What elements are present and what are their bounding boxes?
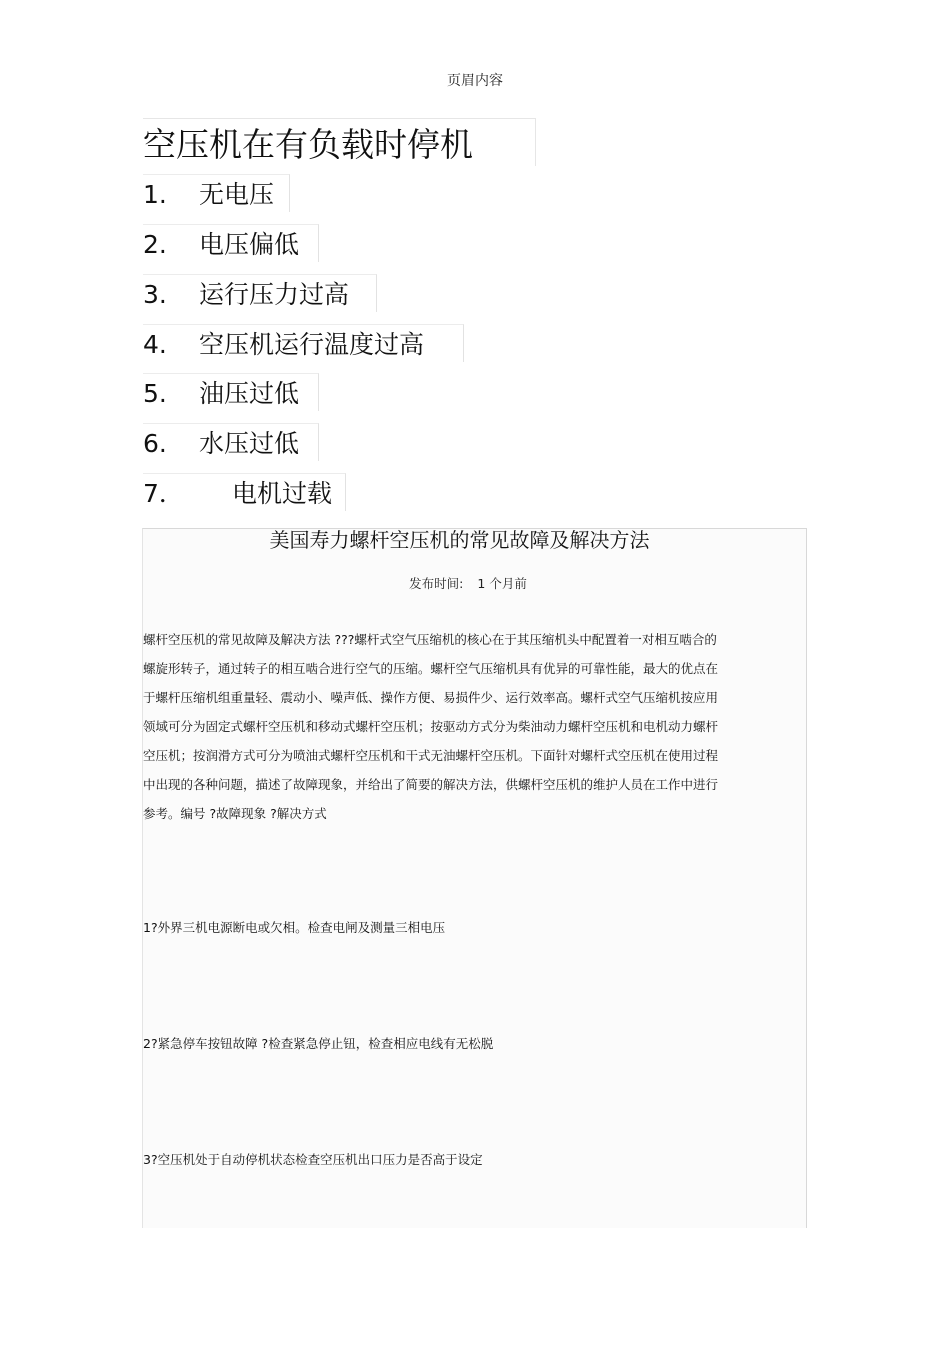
- list-item-number: 6.: [143, 429, 167, 458]
- fault-item: 1?外界三机电源断电或欠相。检查电闸及测量三相电压: [143, 920, 446, 935]
- publish-time: [142, 574, 794, 592]
- article-title: 美国寿力螺杆空压机的常见故障及解决方法: [269, 528, 650, 552]
- list-item-number: 2.: [143, 230, 167, 259]
- page-title: 空压机在有负载时停机: [143, 118, 536, 166]
- publish-value: 1 个月前: [477, 576, 527, 591]
- list-item-text: 水压过低: [199, 429, 300, 458]
- list-item: [143, 423, 319, 461]
- list-item: [143, 274, 377, 312]
- paragraph-line: 参考。编号 ?故障现象 ?解决方式: [143, 806, 327, 821]
- list-item-text: 无电压: [199, 180, 275, 209]
- list-item: [143, 473, 346, 511]
- paragraph-line: 领域可分为固定式螺杆空压机和移动式螺杆空压机；按驱动方式分为柴油动力螺杆空压机和电机动力螺杆: [143, 719, 719, 734]
- paragraph-line: 螺杆空压机的常见故障及解决方法 ???螺杆式空气压缩机的核心在于其压缩机头中配置着一对相互啮合的: [143, 632, 717, 647]
- fault-item: 2?紧急停车按钮故障 ?检查紧急停止钮，检查相应电线有无松脱: [143, 1036, 494, 1051]
- list-item-number: 3.: [143, 280, 167, 309]
- list-item: [143, 174, 290, 212]
- paragraph-line: 空压机；按润滑方式可分为喷油式螺杆空压机和干式无油螺杆空压机。下面针对螺杆式空压机在使用过程: [143, 748, 719, 763]
- list-item: [143, 224, 319, 262]
- fault-item: 3?空压机处于自动停机状态检查空压机出口压力是否高于设定: [143, 1152, 483, 1167]
- list-item: [143, 373, 319, 411]
- publish-label: 发布时间:: [409, 576, 464, 591]
- list-item-text: 电机过载: [232, 479, 333, 508]
- list-item-number: 4.: [143, 330, 167, 359]
- list-item: [143, 324, 464, 362]
- paragraph-line: 螺旋形转子，通过转子的相互啮合进行空气的压缩。螺杆空气压缩机具有优异的可靠性能，最大的优点在: [143, 661, 719, 676]
- list-item-text: 电压偏低: [199, 230, 300, 259]
- list-item-text: 空压机运行温度过高: [199, 330, 425, 359]
- page-header: 页眉内容: [447, 73, 503, 89]
- list-item-text: 运行压力过高: [199, 280, 350, 309]
- list-item-number: 7．: [143, 479, 184, 508]
- paragraph-line: 中出现的各种问题，描述了故障现象，并给出了简要的解决方法，供螺杆空压机的维护人员在工作中进行: [143, 777, 719, 792]
- paragraph-line: 于螺杆压缩机组重量轻、震动小、噪声低、操作方便、易损件少、运行效率高。螺杆式空气压缩机按应用: [143, 690, 719, 705]
- list-item-text: 油压过低: [199, 379, 300, 408]
- list-item-number: 5.: [143, 379, 167, 408]
- list-item-number: 1.: [143, 180, 167, 209]
